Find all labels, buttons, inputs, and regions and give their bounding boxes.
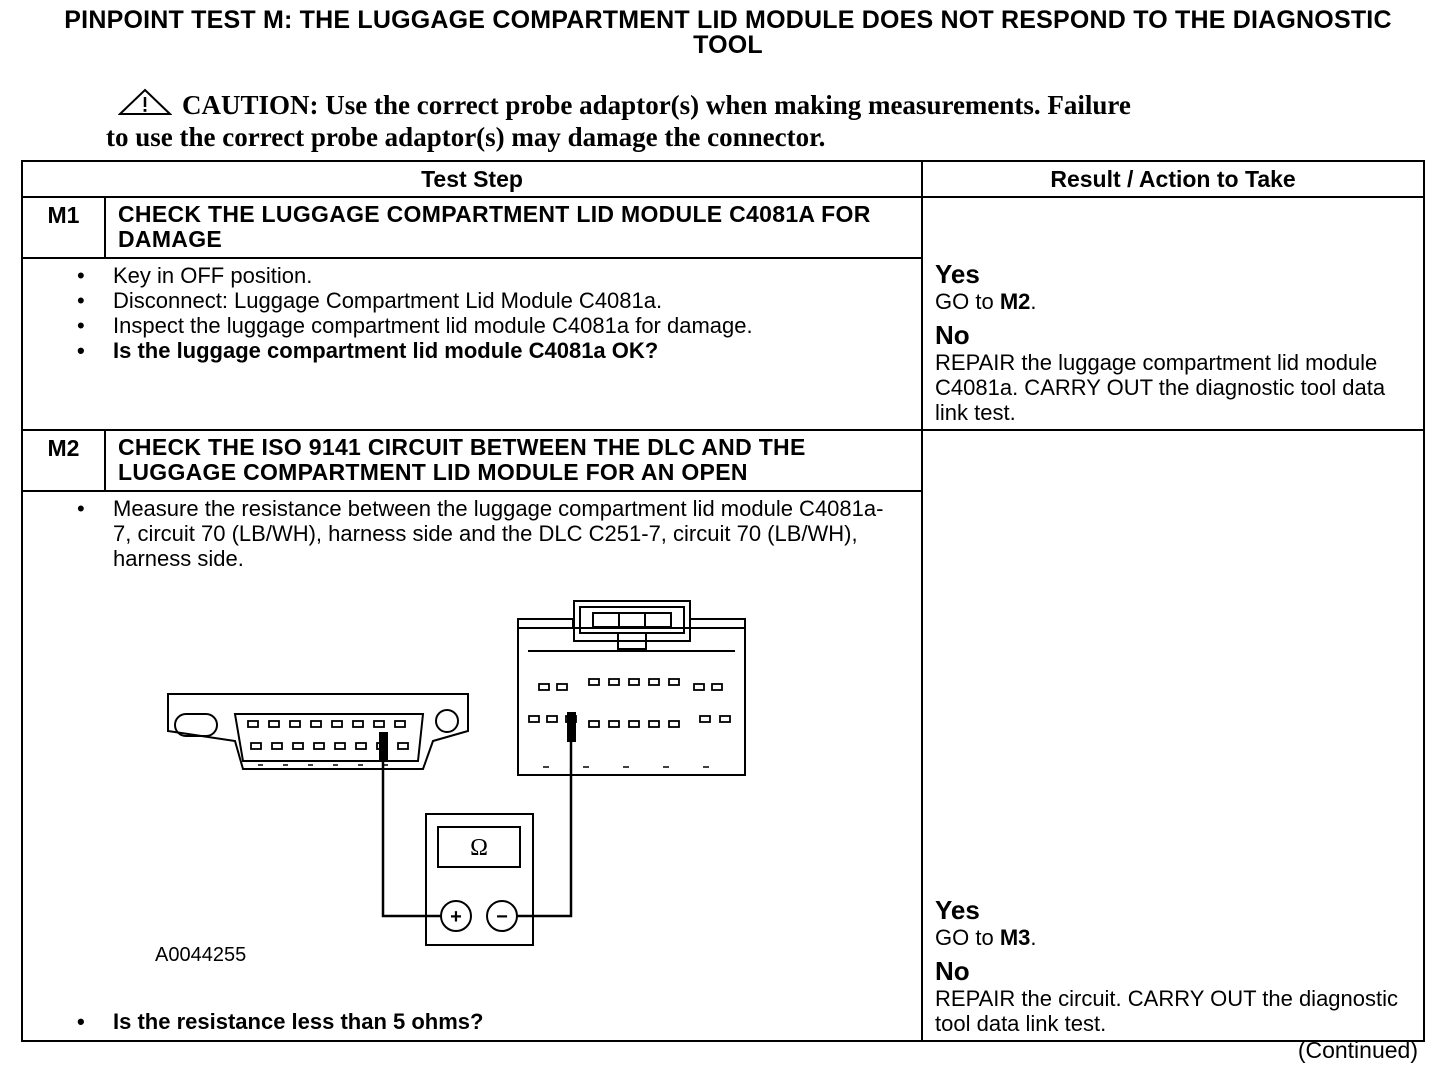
- step-m1-body: [22, 258, 922, 430]
- result-yes-text: GO to: [935, 925, 994, 950]
- step-title: CHECK THE ISO 9141 CIRCUIT BETWEEN THE DLC AND THE LUGGAGE COMPARTMENT LID MODULE FOR AN OPEN: [105, 430, 922, 491]
- result-no-label: No: [935, 956, 970, 986]
- connector-diagram: [23, 571, 823, 1001]
- result-no-label: No: [935, 320, 970, 350]
- result-no-text: REPAIR the circuit. CARRY OUT the diagnostic tool data link test.: [935, 986, 1399, 1036]
- list-item: • Key in OFF position.: [113, 263, 901, 288]
- page-title: PINPOINT TEST M: THE LUGGAGE COMPARTMENT LID MODULE DOES NOT RESPOND TO THE DIAGNOSTIC TOOL: [64, 6, 1392, 59]
- result-yes-target: M2: [999, 289, 1031, 314]
- list-item: • Inspect the luggage compartment lid module C4081a for damage.: [113, 313, 901, 338]
- header-test-step: Test Step: [22, 161, 922, 197]
- result-yes-label: Yes: [935, 259, 980, 289]
- list-item: • Disconnect: Luggage Compartment Lid Module C4081a.: [113, 288, 901, 313]
- measurement-figure: [23, 571, 921, 1001]
- result-yes-label: Yes: [935, 895, 980, 925]
- list-item-question: • Is the resistance less than 5 ohms?: [113, 1009, 901, 1034]
- result-no-text: REPAIR the luggage compartment lid module C4081a. CARRY OUT the diagnostic tool data link test.: [935, 350, 1386, 425]
- caution-text-2: to use the correct probe adaptor(s) may damage the connector.: [106, 122, 826, 152]
- step-id: M2: [22, 430, 105, 491]
- module-connector: [518, 601, 745, 775]
- meter-minus: −: [496, 906, 508, 928]
- warning-triangle-icon: [118, 88, 172, 116]
- dlc-connector: [168, 694, 468, 769]
- step-m2-result: Yes GO to M3. No REPAIR the circuit. CARRY OUT the diagnostic tool data link test.: [922, 430, 1424, 1041]
- step-m2-body: [22, 491, 922, 1041]
- result-yes-text: GO to: [935, 289, 994, 314]
- caution-text-1: CAUTION: Use the correct probe adaptor(s) when making measurements. Failure: [182, 90, 1131, 120]
- meter-plus: +: [450, 906, 462, 928]
- step-title: CHECK THE LUGGAGE COMPARTMENT LID MODULE C4081A FOR DAMAGE: [105, 197, 922, 258]
- step-m1-result: Yes GO to M2. No REPAIR the luggage compartment lid module C4081a. CARRY OUT the diagnostic tool data link test.: [922, 197, 1424, 430]
- continued-label: (Continued): [1297, 1037, 1418, 1063]
- list-item-question: • Is the luggage compartment lid module C4081a OK?: [113, 338, 901, 363]
- step-bullets: [23, 1001, 921, 1040]
- step-bullets: [23, 259, 921, 369]
- step-m1-title-row: [22, 197, 1424, 258]
- figure-id: A0044255: [155, 944, 247, 966]
- caution-line-1: [106, 88, 1336, 121]
- list-item: • Measure the resistance between the luggage compartment lid module C4081a-7, circuit 70 (LB/WH), harness side and the DLC C251-7, circuit 70 (LB/WH), harness side.: [113, 496, 901, 571]
- result-yes-target: M3: [999, 925, 1031, 950]
- table-header-row: [22, 161, 1424, 197]
- step-m2-title-row: [22, 430, 1424, 491]
- step-id: M1: [22, 197, 105, 258]
- step-bullets: [23, 492, 921, 571]
- caution-notice: [106, 88, 1336, 153]
- meter-symbol: Ω: [470, 835, 488, 861]
- ohmmeter: [426, 814, 533, 945]
- header-result: Result / Action to Take: [922, 161, 1424, 197]
- pinpoint-test-table: [21, 160, 1425, 1042]
